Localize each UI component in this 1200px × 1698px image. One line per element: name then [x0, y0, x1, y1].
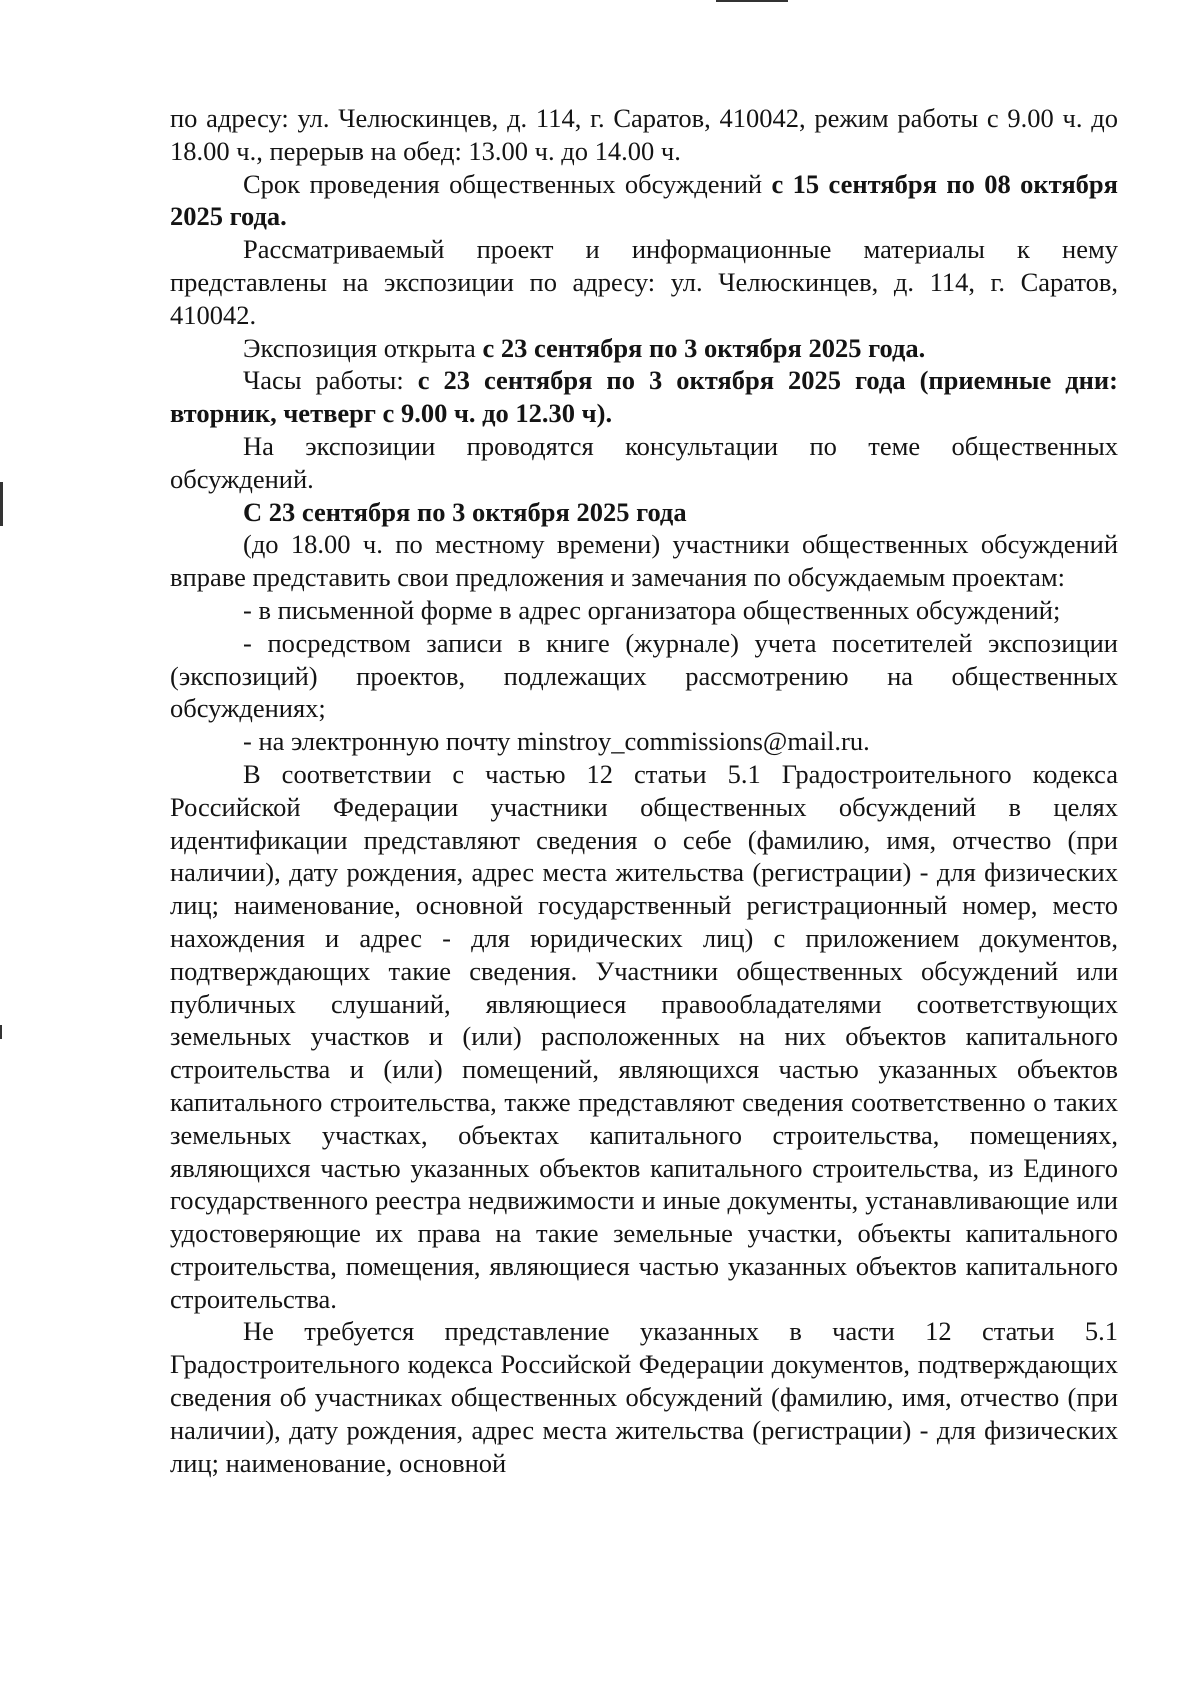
paragraph-text: Часы работы: — [243, 365, 418, 396]
document-page — [170, 102, 1118, 1479]
paragraph: по адресу: ул. Челюскинцев, д. 114, г. Саратов, 410042, режим работы с 9.00 ч. до 18.00 ч., перерыв на обед: 13.00 ч. до 14.00 ч. — [170, 103, 1118, 166]
paragraph-emphasis: с 23 сентября по 3 октября 2025 года. — [482, 332, 926, 363]
paragraph — [170, 168, 1118, 234]
paragraph-text: Экспозиция открыта — [243, 332, 483, 363]
list-item: - на электронную почту minstroy_commissions@mail.ru. — [243, 726, 870, 757]
scan-artifact — [0, 482, 3, 526]
paragraph: На экспозиции проводятся консультации по теме общественных обсуждений. — [170, 430, 1118, 494]
scan-artifact — [716, 0, 788, 2]
paragraph-text: Срок проведения общественных обсуждений — [243, 168, 772, 199]
paragraph — [170, 364, 1118, 430]
heading-text: С 23 сентября по 3 октября 2025 года — [243, 496, 687, 527]
scan-artifact — [0, 1025, 2, 1039]
paragraph-emphasis: с 23 сентября по 3 октября 2025 года (приемные дни: вторник, четверг с 9.00 ч. до 12.30 ч). — [170, 365, 1118, 429]
paragraph: Не требуется представление указанных в части 12 статьи 5.1 Градостроительного кодекса Российской Федерации документов, подтверждающих сведения об участниках общественных обсуждений (фамилию, имя, отчество (при наличии), дату рождения, адрес места жительства (регистрации) - для физических лиц; наименование, основной — [170, 1316, 1118, 1478]
paragraph — [170, 332, 1118, 365]
section-heading — [170, 496, 1118, 529]
list-item: - посредством записи в книге (журнале) учета посетителей экспозиции (экспозиций) проектов, подлежащих рассмотрению на общественных обсуждениях; — [170, 627, 1118, 724]
paragraph-emphasis: с 15 сентября по 08 октября 2025 года. — [170, 168, 1119, 232]
paragraph: (до 18.00 ч. по местному времени) участники общественных обсуждений вправе представить свои предложения и замечания по обсуждаемым проектам: — [170, 529, 1118, 593]
paragraph: В соответствии с частью 12 статьи 5.1 Градостроительного кодекса Российской Федерации участники общественных обсуждений в целях идентификации представляют сведения о себе (фамилию, имя, отчество (при наличии), дату рождения, адрес места жительства (регистрации) - для физических лиц; наименование, основной государственный регистрационный номер, место нахождения и адрес - для юридических лиц) с приложением документов, подтверждающих такие сведения. Участники общественных обсуждений или публичных слушаний, являющиеся правообладателями соответствующих земельных участков и (или) расположенных на них объектов капитального строительства и (или) помещений, являющихся частью указанных объектов капитального строительства, также представляют сведения соответственно о таких земельных участках, объектах капитального строительства, помещениях, являющихся частью указанных объектов капитального строительства, из Единого государственного реестра недвижимости и иные документы, устанавливающие или удостоверяющие их права на такие земельные участки, объекты капитального строительства, помещения, являющиеся частью указанных объектов капитального строительства. — [170, 758, 1118, 1314]
paragraph: Рассматриваемый проект и информационные материалы к нему представлены на экспозиции по адресу: ул. Челюскинцев, д. 114, г. Саратов, 410042. — [170, 234, 1118, 330]
list-item: - в письменной форме в адрес организатора общественных обсуждений; — [243, 594, 1061, 625]
